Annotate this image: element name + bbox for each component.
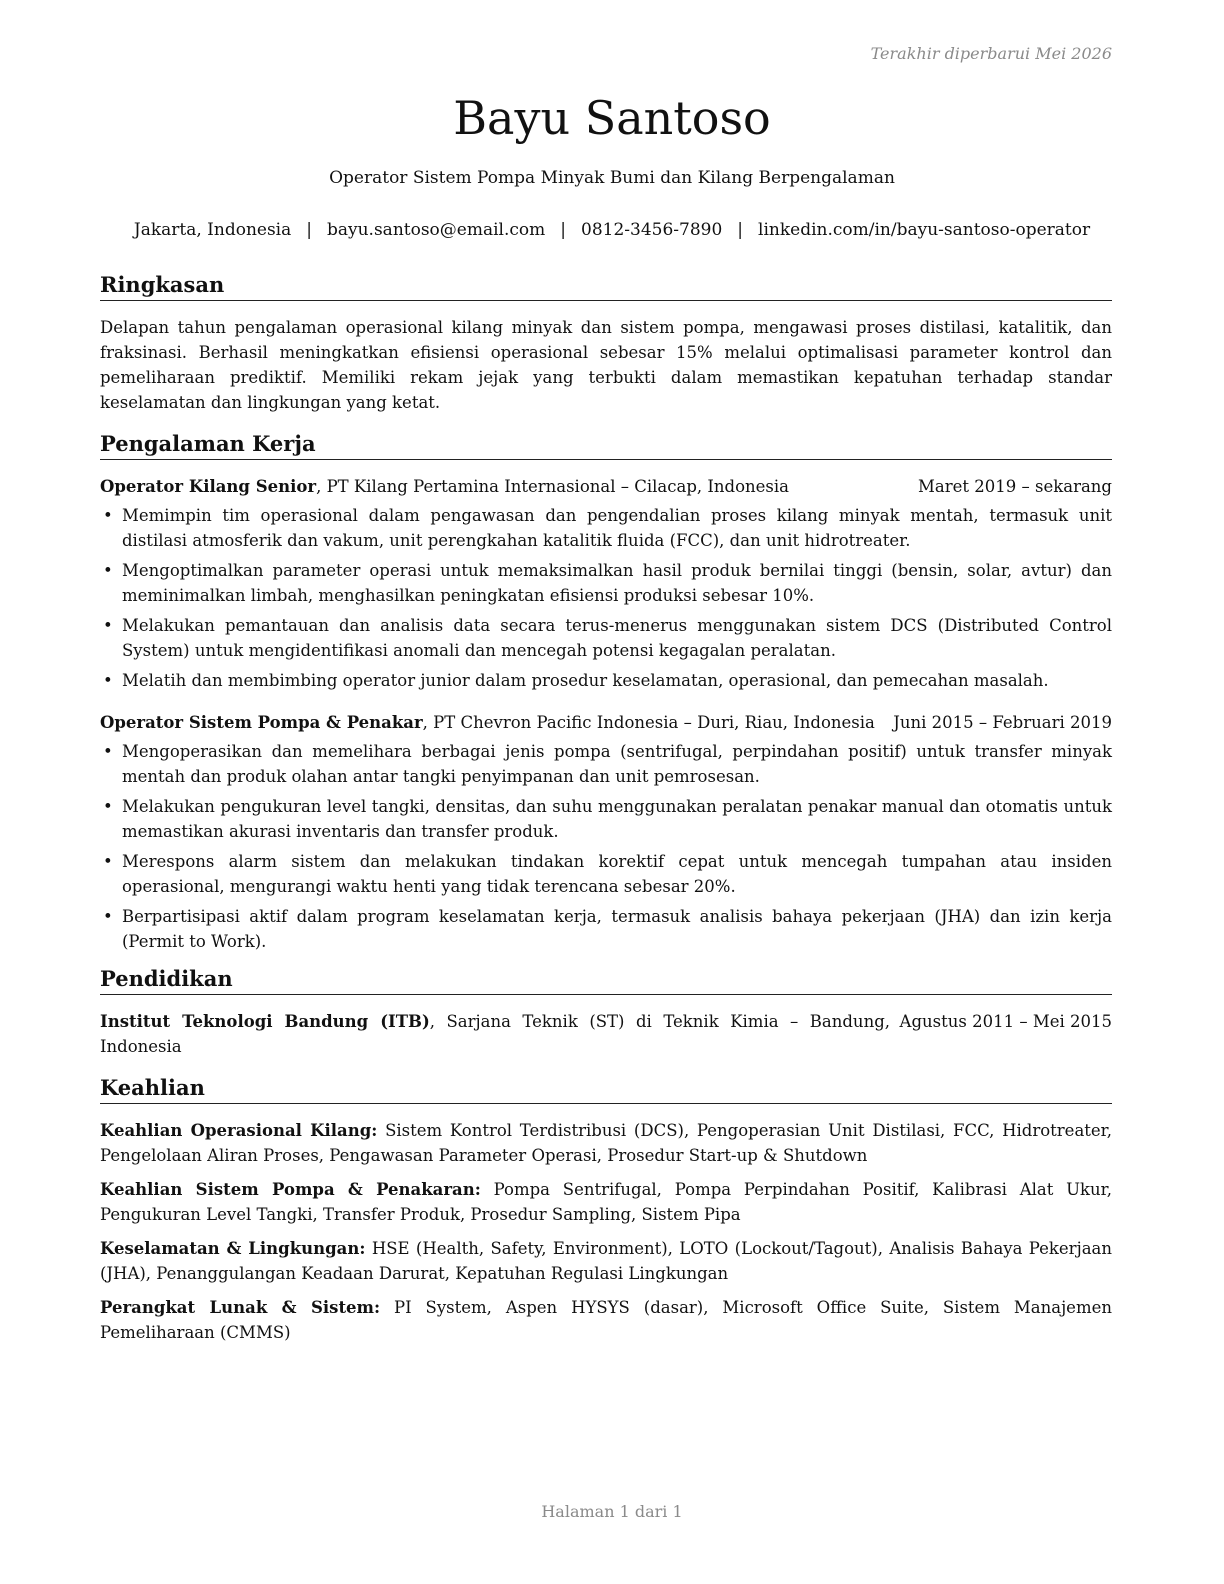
contact-separator: | [560, 220, 566, 240]
job-dates: Juni 2015 – Februari 2019 [893, 713, 1112, 732]
section-title-summary: Ringkasan [100, 272, 1112, 301]
contact-separator: | [737, 220, 744, 240]
skill-group [100, 1295, 1112, 1345]
experience-section [100, 431, 1112, 954]
summary-text: Delapan tahun pengalaman operasional kilang minyak dan sistem pompa, mengawasi proses distilasi, katalitik, dan fraksinasi. Berhasil meningkatkan efisiensi operasional sebesar 15% melalui optimalisasi parameter kontrol dan pemeliharaan prediktif. Memiliki rekam jejak yang terbukti dalam memastikan kepatuhan terhadap standar keselamatan dan lingkungan yang ketat. [100, 318, 1112, 412]
job-header [100, 474, 1112, 499]
job-bullet-text: Melakukan pengukuran level tangki, densitas, dan suhu menggunakan peralatan penakar manual dan otomatis untuk memastikan akurasi inventaris dan transfer produk. [122, 797, 1112, 841]
skill-group [100, 1236, 1112, 1286]
skill-group-label: Keahlian Sistem Pompa & Penakaran: [100, 1180, 481, 1199]
bullet-icon: • [103, 616, 113, 635]
job-bullets [100, 503, 1112, 693]
job-bullet-text: Melakukan pemantauan dan analisis data secara terus-menerus menggunakan sistem DCS (Distributed Control System) untuk mengidentifikasi anomali dan mencegah potensi kegagalan peralatan. [122, 616, 1112, 660]
professional-headline: Operator Sistem Pompa Minyak Bumi dan Kilang Berpengalaman [329, 168, 895, 188]
bullet-icon: • [103, 852, 113, 871]
summary-section [100, 272, 1112, 415]
job-company: , PT Kilang Pertamina Internasional – Cilacap, Indonesia [316, 477, 790, 496]
skill-group-label: Keahlian Operasional Kilang: [100, 1121, 378, 1140]
education-detail: , Sarjana Teknik (ST) di Teknik Kimia – Bandung, Indonesia [100, 1012, 890, 1056]
education-entry [100, 1009, 1112, 1059]
job-title-company [100, 474, 789, 499]
resume-body [100, 272, 1112, 1354]
job-bullet-text: Mengoptimalkan parameter operasi untuk memaksimalkan hasil produk bernilai tinggi (bensin, solar, avtur) dan meminimalkan limbah, menghasilkan peningkatan efisiensi produksi sebesar 10%. [122, 561, 1112, 605]
section-title-skills: Keahlian [100, 1075, 1112, 1104]
job-bullet-text: Merespons alarm sistem dan melakukan tindakan korektif cepat untuk mencegah tumpahan atau insiden operasional, mengurangi waktu henti yang tidak terencana sebesar 20%. [122, 852, 1112, 896]
job-title-company [100, 710, 875, 735]
bullet-icon: • [103, 671, 113, 690]
job-bullet [100, 503, 1112, 553]
job-entry [100, 710, 1112, 954]
job-bullet [100, 668, 1112, 693]
bullet-icon: • [103, 797, 113, 816]
education-institution: Institut Teknologi Bandung (ITB) [100, 1012, 430, 1031]
skill-group-text: HSE (Health, Safety, Environment), LOTO (Lockout/Tagout), Analisis Bahaya Pekerjaan (JHA), Penanggulangan Keadaan Darurat, Kepatuhan Regulasi Lingkungan [100, 1239, 1112, 1283]
contact-email-link[interactable]: bayu.santoso@email.com [326, 220, 546, 240]
job-bullet [100, 558, 1112, 608]
job-role: Operator Kilang Senior [100, 477, 317, 496]
job-bullet-text: Berpartisipasi aktif dalam program keselamatan kerja, termasuk analisis bahaya pekerjaan (JHA) dan izin kerja (Permit to Work). [122, 907, 1112, 951]
skill-group-text: PI System, Aspen HYSYS (dasar), Microsoft Office Suite, Sistem Manajemen Pemeliharaan (CMMS) [100, 1298, 1112, 1342]
job-bullet [100, 849, 1112, 899]
bullet-icon: • [103, 742, 113, 761]
contact-linkedin-link[interactable]: linkedin.com/in/bayu-santoso-operator [758, 220, 1091, 240]
last-updated-note: Terakhir diperbarui Mei 2026 [870, 44, 1112, 63]
bullet-icon: • [103, 506, 113, 525]
contact-separator: | [306, 220, 312, 240]
job-bullet [100, 904, 1112, 954]
skill-group [100, 1118, 1112, 1168]
job-bullet-text: Melatih dan membimbing operator junior dalam prosedur keselamatan, operasional, dan pemecahan masalah. [122, 671, 1049, 690]
job-entry [100, 474, 1112, 693]
contact-line [0, 220, 1224, 240]
skills-section [100, 1075, 1112, 1345]
contact-phone: 0812-3456-7890 [581, 220, 723, 240]
section-title-education: Pendidikan [100, 966, 1112, 995]
contact-location: Jakarta, Indonesia [133, 220, 292, 240]
candidate-name: Bayu Santoso [453, 91, 771, 145]
job-company: , PT Chevron Pacific Indonesia – Duri, Riau, Indonesia [422, 713, 875, 732]
skill-group-label: Keselamatan & Lingkungan: [100, 1239, 366, 1258]
page-number: Halaman 1 dari 1 [541, 1502, 683, 1521]
education-degree [100, 1009, 890, 1059]
section-title-experience: Pengalaman Kerja [100, 431, 1112, 460]
job-bullets [100, 739, 1112, 954]
job-bullet [100, 739, 1112, 789]
job-bullet [100, 613, 1112, 663]
job-header [100, 710, 1112, 735]
job-role: Operator Sistem Pompa & Penakar [100, 713, 423, 732]
skill-group-text: Pompa Sentrifugal, Pompa Perpindahan Positif, Kalibrasi Alat Ukur, Pengukuran Level Tangki, Transfer Produk, Prosedur Sampling, Sistem Pipa [100, 1180, 1112, 1224]
education-dates: Agustus 2011 – Mei 2015 [899, 1012, 1112, 1031]
job-bullet-text: Mengoperasikan dan memelihara berbagai jenis pompa (sentrifugal, perpindahan positif) untuk transfer minyak mentah dan produk olahan antar tangki penyimpanan dan unit pemrosesan. [122, 742, 1112, 786]
job-bullet-text: Memimpin tim operasional dalam pengawasan dan pengendalian proses kilang minyak mentah, termasuk unit distilasi atmosferik dan vakum, unit perengkahan katalitik fluida (FCC), dan unit hidrotreater. [122, 506, 1112, 550]
bullet-icon: • [103, 907, 113, 926]
job-dates: Maret 2019 – sekarang [918, 477, 1112, 496]
education-section [100, 966, 1112, 1059]
skill-group-text: Sistem Kontrol Terdistribusi (DCS), Pengoperasian Unit Distilasi, FCC, Hidrotreater, Pengelolaan Aliran Proses, Pengawasan Parameter Operasi, Prosedur Start-up & Shutdown [100, 1121, 1112, 1165]
bullet-icon: • [103, 561, 113, 580]
skill-group-label: Perangkat Lunak & Sistem: [100, 1298, 381, 1317]
skill-group [100, 1177, 1112, 1227]
job-bullet [100, 794, 1112, 844]
